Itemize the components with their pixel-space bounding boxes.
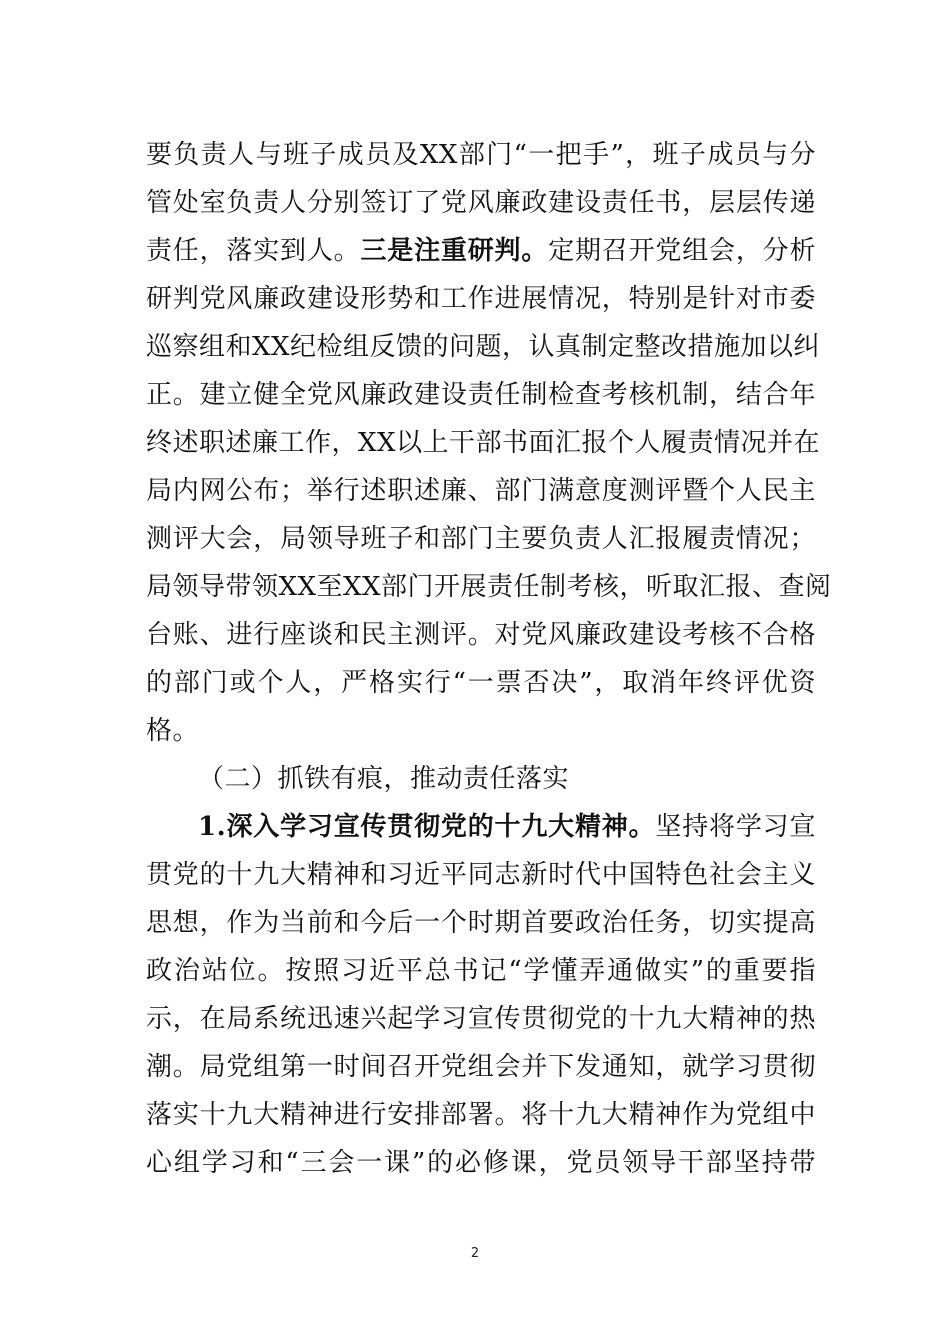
section-heading: （二）抓铁有痕，推动责任落实: [198, 764, 570, 794]
text-run: 坚持将学习宣: [655, 812, 816, 842]
text-line: 心组学习和“三会一课”的必修课，党员领导干部坚持带: [146, 1148, 816, 1178]
text-line: 落实十九大精神进行安排部署。将十九大精神作为党组中: [146, 1100, 816, 1130]
text-line: 正。建立健全党风廉政建设责任制检查考核机制，结合年: [146, 380, 816, 410]
text-line: 要负责人与班子成员及XX部门“一把手”，班子成员与分: [146, 140, 816, 170]
bold-subheading: 1.深入学习宣传贯彻党的十九大精神。: [198, 812, 656, 842]
text-line: 思想，作为当前和今后一个时期首要政治任务，切实提高: [146, 908, 816, 938]
text-line: 格。: [146, 716, 200, 746]
text-run: 责任，落实到人。: [146, 236, 361, 266]
text-line: 巡察组和XX纪检组反馈的问题，认真制定整改措施加以纠: [146, 332, 821, 362]
text-line: 研判党风廉政建设形势和工作进展情况，特别是针对市委: [146, 284, 816, 314]
text-line: 局内网公布；举行述职述廉、部门满意度测评暨个人民主: [146, 476, 816, 506]
text-line: 潮。局党组第一时间召开党组会并下发通知，就学习贯彻: [146, 1052, 816, 1082]
text-line: 贯党的十九大精神和习近平同志新时代中国特色社会主义: [146, 860, 816, 890]
bold-subheading: 三是注重研判。: [360, 236, 549, 266]
text-line: 政治站位。按照习近平总书记“学懂弄通做实”的重要指: [146, 956, 816, 986]
text-run: 定期召开党组会，分析: [548, 236, 816, 266]
text-line: 局领导带领XX至XX部门开展责任制考核，听取汇报、查阅: [146, 572, 832, 602]
page-number: 2: [470, 1246, 480, 1261]
text-line: 台账、进行座谈和民主测评。对党风廉政建设考核不合格: [146, 620, 816, 650]
text-line: 管处室负责人分别签订了党风廉政建设责任书，层层传递: [146, 188, 816, 218]
text-line: 示，在局系统迅速兴起学习宣传贯彻党的十九大精神的热: [146, 1004, 816, 1034]
text-line: [198, 811, 816, 843]
text-line: 终述职述廉工作，XX以上干部书面汇报个人履责情况并在: [146, 428, 821, 458]
text-line: 测评大会，局领导班子和部门主要负责人汇报履责情况；: [146, 524, 816, 554]
text-line: [146, 235, 816, 267]
text-line: 的部门或个人，严格实行“一票否决”，取消年终评优资: [146, 668, 816, 698]
